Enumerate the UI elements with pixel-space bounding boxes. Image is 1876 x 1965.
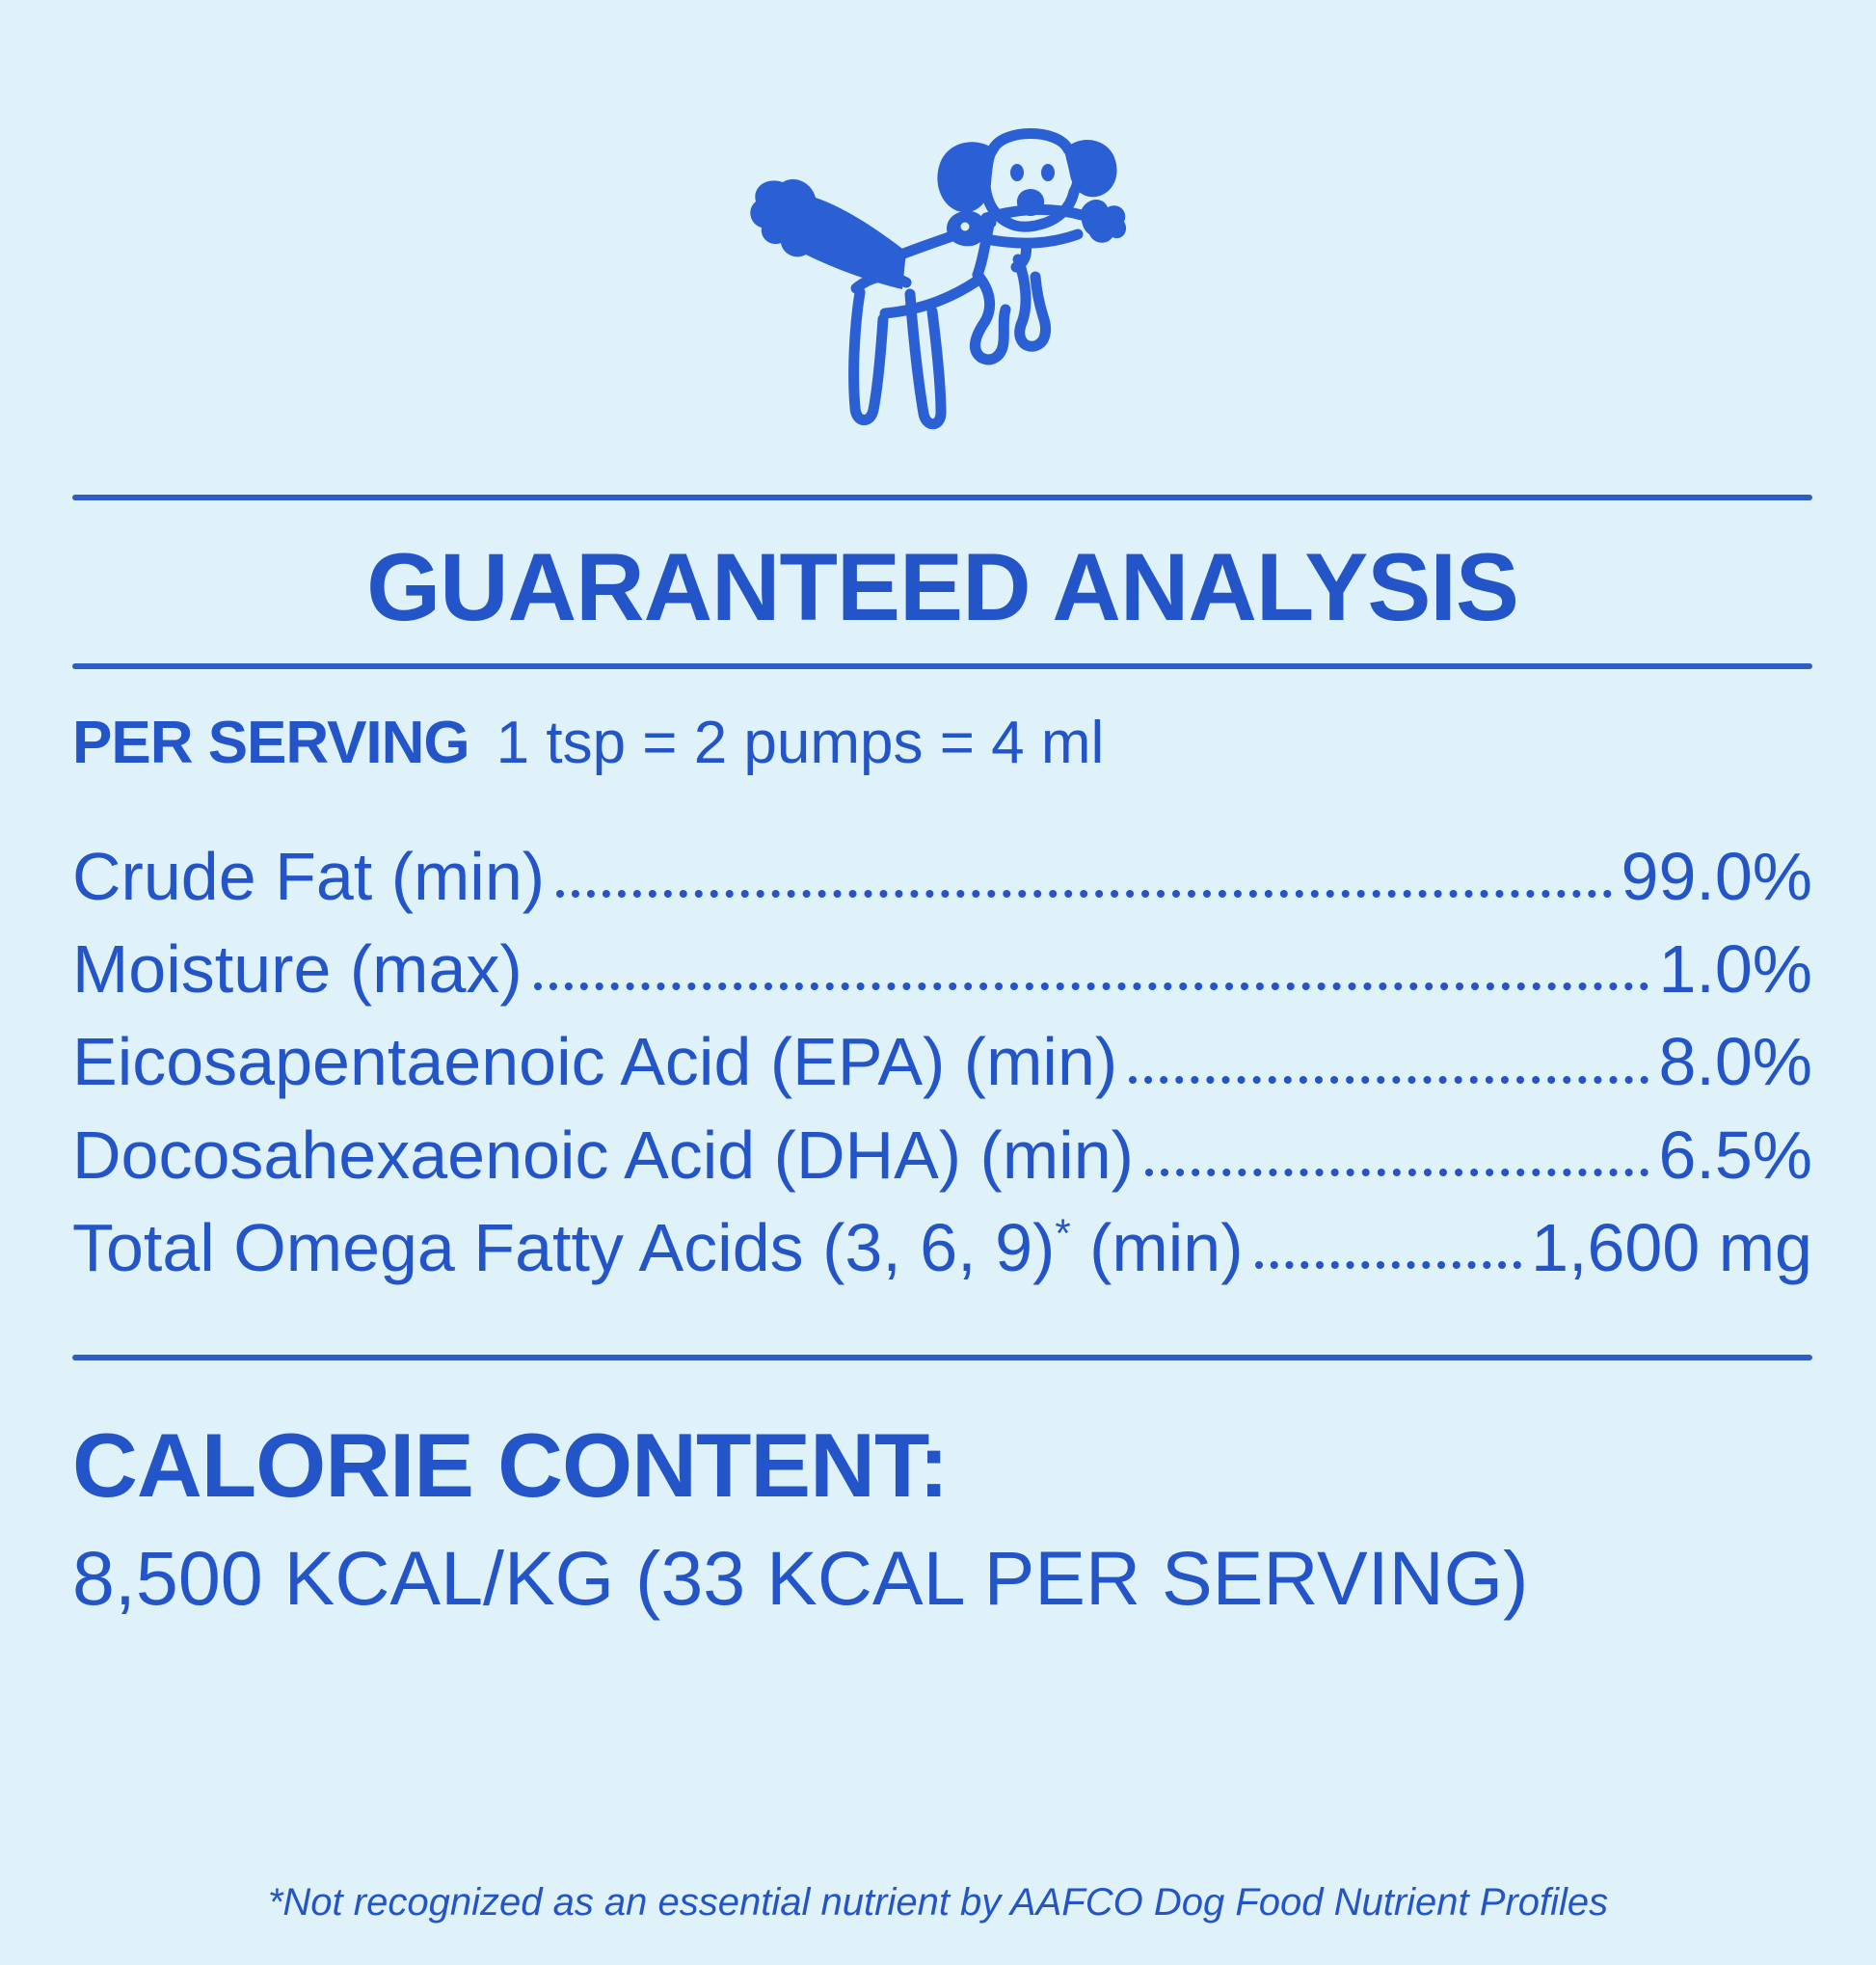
analysis-row-crude-fat (72, 841, 1812, 912)
row-label: Crude Fat (min) (72, 839, 546, 914)
per-serving-detail: 1 tsp = 2 pumps = 4 ml (496, 710, 1105, 776)
row-label: Docosahexaenoic Acid (DHA) (min) (72, 1117, 1134, 1193)
row-value: 1.0% (1658, 931, 1812, 1008)
analysis-row-moisture (72, 931, 1812, 1008)
dotted-leader (1255, 1261, 1522, 1269)
row-label: Moisture (max) (72, 931, 523, 1008)
divider-top (72, 495, 1812, 500)
per-serving-line (72, 710, 1812, 776)
analysis-row-dha (72, 1119, 1812, 1191)
row-value: 6.5% (1658, 1117, 1812, 1193)
dotted-leader (1145, 1169, 1648, 1176)
fish-body-top (986, 209, 1082, 218)
per-serving-label: PER SERVING (72, 710, 469, 776)
divider-above-calories (72, 1355, 1812, 1360)
dog-eye-left (1010, 164, 1024, 181)
footnote-asterisk: * (1055, 1210, 1071, 1256)
guaranteed-analysis-panel (0, 89, 1876, 1965)
page-title: GUARANTEED ANALYSIS (366, 533, 1518, 640)
dog-front-leg-near (975, 275, 1005, 360)
row-label: Eicosapentaenoic Acid (EPA) (min) (72, 1024, 1118, 1100)
fish-tail-bone (1081, 200, 1126, 243)
aafco-footnote: *Not recognized as an essential nutrient by AAFCO Dog Food Nutrient Profiles (267, 1881, 1609, 1924)
divider-under-title (72, 663, 1812, 669)
dog-with-fish-illustration (740, 89, 1145, 447)
fish-body-bottom (986, 234, 1078, 243)
analysis-row-epa (72, 1024, 1812, 1100)
calorie-content-heading: CALORIE CONTENT: (72, 1413, 949, 1516)
analysis-row-omega (72, 1209, 1812, 1285)
dotted-leader (1129, 1076, 1648, 1084)
dog-front-leg-far (1018, 259, 1046, 346)
dotted-leader (534, 982, 1649, 990)
row-value: 99.0% (1621, 839, 1812, 914)
dog-with-fish-icon (740, 89, 1145, 447)
dotted-leader (556, 890, 1611, 898)
calorie-content-detail: 8,500 KCAL/KG (33 KCAL PER SERVING) (72, 1534, 1529, 1621)
row-label: Total Omega Fatty Acids (3, 6, 9)* (min) (72, 1209, 1244, 1285)
fish-eye (960, 223, 969, 231)
analysis-table (72, 841, 1812, 1283)
dog-eye-right (1041, 164, 1055, 181)
dog-hind-leg-left (853, 292, 882, 420)
row-value: 1,600 mg (1531, 1209, 1812, 1285)
row-value: 8.0% (1658, 1024, 1812, 1100)
